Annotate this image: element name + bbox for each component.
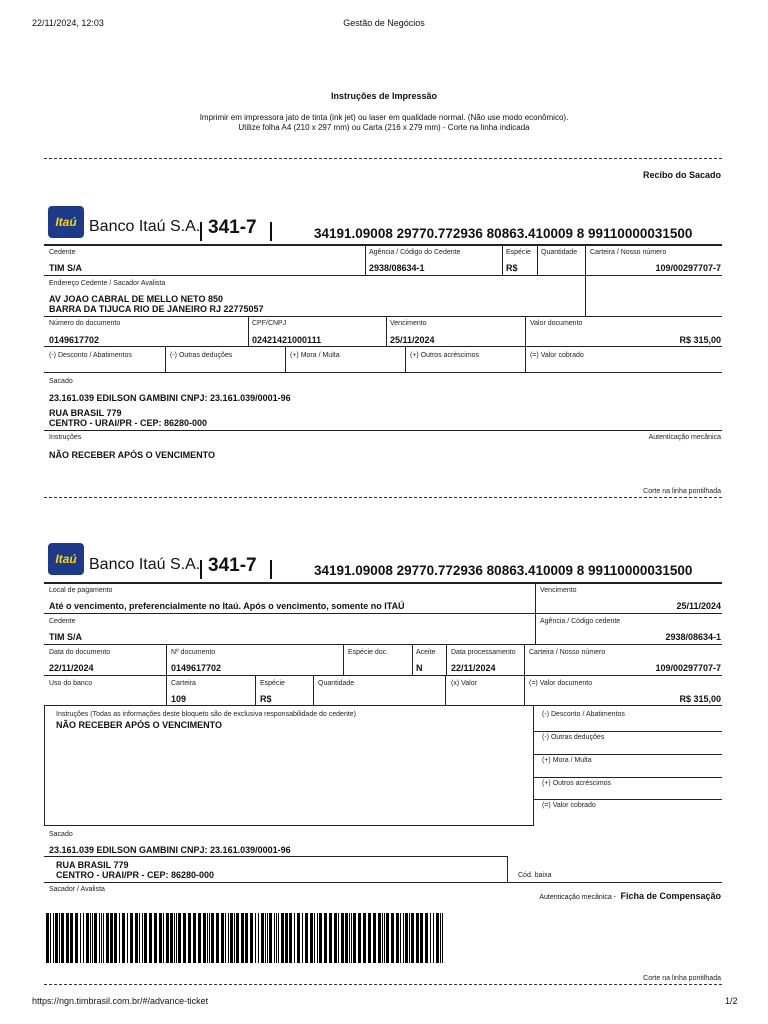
data-documento-label: Data do documento [49,649,111,656]
bank-name: Banco Itaú S.A. [89,556,201,573]
autenticacao-label: Autenticação mecânica [648,434,721,441]
ficha-compensacao-title: Ficha de Compensação [620,891,721,901]
endereco-line-1: AV JOAO CABRAL DE MELLO NETO 850 [49,294,224,304]
sacado-address-2: CENTRO - URAI/PR - CEP: 86280-000 [56,870,215,880]
aceite-value: N [416,663,423,673]
aceite-label: Aceite [416,649,436,656]
cedente-value: TIM S/A [49,263,82,273]
instrucoes-value: NÃO RECEBER APÓS O VENCIMENTO [49,450,216,460]
sacado-address-1: RUA BRASIL 779 [56,860,129,870]
vencimento-value: 25/11/2024 [390,335,435,345]
especie-value: R$ [506,263,518,273]
sacado-address-2: CENTRO - URAI/PR - CEP: 86280-000 [49,418,208,428]
nosso-numero-label: Carteira / Nosso número [529,649,606,656]
cut-line-label: Corte na linha pontilhada [643,488,721,495]
valor-cobrado-label: (=) Valor cobrado [542,802,596,809]
sacado-label: Sacado [49,831,73,838]
bank-code: 341-7 [208,217,257,238]
barcode [46,913,446,963]
cut-line [44,497,722,498]
agencia-value: 2938/08634-1 [369,263,425,273]
cut-line-label: Corte na linha pontilhada [643,975,721,982]
numdoc-label: Nº documento [171,649,216,656]
data-processamento-value: 22/11/2024 [451,663,496,673]
acrescimos-label: (+) Outros acréscimos [410,352,480,359]
cut-line [44,158,722,159]
especie-label: Espécie [260,680,285,687]
mora-label: (+) Mora / Multa [290,352,340,359]
especie-label: Espécie [506,249,531,256]
local-pagamento-label: Local de pagamento [49,587,113,594]
cpf-value: 02421421000111 [252,335,322,345]
agencia-label: Agência / Código do Cedente [369,249,461,256]
especie-value: R$ [260,694,272,704]
cedente-value: TIM S/A [49,632,82,642]
cod-baixa-label: Cód. baixa [518,872,552,879]
desconto-label: (-) Desconto / Abatimentos [542,711,625,718]
instrucoes-label: Instruções [49,434,82,441]
cedente-label: Cedente [49,249,76,256]
endereco-label: Endereço Cedente / Sacador Avalista [49,280,166,287]
cedente-label: Cedente [49,618,76,625]
desconto-label: (-) Desconto / Abatimentos [49,352,132,359]
mora-label: (+) Mora / Multa [542,757,592,764]
instructions-line-2: Utilize folha A4 (210 x 297 mm) ou Carta (216 x 279 mm) - Corte na linha indicada [238,123,530,132]
nosso-numero-value: 109/00297707-7 [655,663,721,673]
digitable-line: 34191.09008 29770.772936 80863.410009 8 99110000031500 [314,226,693,241]
local-pagamento-value: Até o vencimento, preferencialmente no Itaú. Após o vencimento, somente no ITAÚ [49,601,405,611]
valor-label: Valor documento [530,320,583,327]
numdoc-label: Número do documento [49,320,121,327]
uso-banco-label: Uso do banco [49,680,93,687]
quantidade-label: Quantidade [318,680,355,687]
acrescimos-label: (+) Outros acréscimos [542,780,612,787]
carteira-label: Carteira [171,680,196,687]
valor-documento-label: (=) Valor documento [529,680,593,687]
outras-deducoes-label: (-) Outras deduções [542,734,605,741]
instructions-line-1: Imprimir em impressora jato de tinta (ink jet) ou laser em qualidade normal. (Não use modo econômico). [199,113,569,122]
outras-deducoes-label: (-) Outras deduções [170,352,233,359]
valor-value: R$ 315,00 [679,335,721,345]
valor-documento-value: R$ 315,00 [679,694,721,704]
bank-name: Banco Itaú S.A. [89,218,201,235]
instrucoes-value: NÃO RECEBER APÓS O VENCIMENTO [56,720,223,730]
numdoc-value: 0149617702 [171,663,222,673]
sacado-value: 23.161.039 EDILSON GAMBINI CNPJ: 23.161.039/0001-96 [49,845,291,855]
sacado-label: Sacado [49,378,73,385]
digitable-line: 34191.09008 29770.772936 80863.410009 8 99110000031500 [314,563,693,578]
sacador-avalista-label: Sacador / Avalista [49,886,105,893]
print-page-number: 1/2 [725,996,738,1006]
cut-line [44,984,722,985]
data-documento-value: 22/11/2024 [49,663,94,673]
x-valor-label: (x) Valor [451,680,477,687]
print-url: https://ngn.timbrasil.com.br/#/advance-ticket [32,996,209,1006]
endereco-line-2: BARRA DA TIJUCA RIO DE JANEIRO RJ 22775057 [49,304,264,314]
vencimento-label: Vencimento [540,587,577,594]
vencimento-label: Vencimento [390,320,427,327]
carteira-label: Carteira / Nosso número [590,249,667,256]
agencia-label: Agência / Código cedente [540,618,621,625]
print-title: Gestão de Negócios [343,18,425,28]
print-datetime: 22/11/2024, 12:03 [32,18,104,28]
sacado-address-1: RUA BRASIL 779 [49,408,122,418]
itau-logo: Itaú [48,543,84,575]
instrucoes-label: Instruções (Todas as informações deste bloqueto são de exclusiva responsabilidade do cedente) [56,711,357,718]
cpf-label: CPF/CNPJ [252,320,287,327]
bank-code: 341-7 [208,555,257,576]
data-processamento-label: Data processamento [451,649,516,656]
receipt-heading: Recibo do Sacado [642,170,721,180]
quantidade-label: Quantidade [541,249,578,256]
autenticacao-label: Autenticação mecânica - [539,894,617,901]
sacado-value: 23.161.039 EDILSON GAMBINI CNPJ: 23.161.039/0001-96 [49,393,291,403]
carteira-value: 109/00297707-7 [655,263,721,273]
valor-cobrado-label: (=) Valor cobrado [530,352,584,359]
carteira-value: 109 [171,694,187,704]
itau-logo: Itaú [48,206,84,238]
vencimento-value: 25/11/2024 [676,601,721,611]
especie-doc-label: Espécie doc. [348,649,389,656]
instructions-title: Instruções de Impressão [330,91,438,101]
agencia-value: 2938/08634-1 [665,632,721,642]
numdoc-value: 0149617702 [49,335,100,345]
